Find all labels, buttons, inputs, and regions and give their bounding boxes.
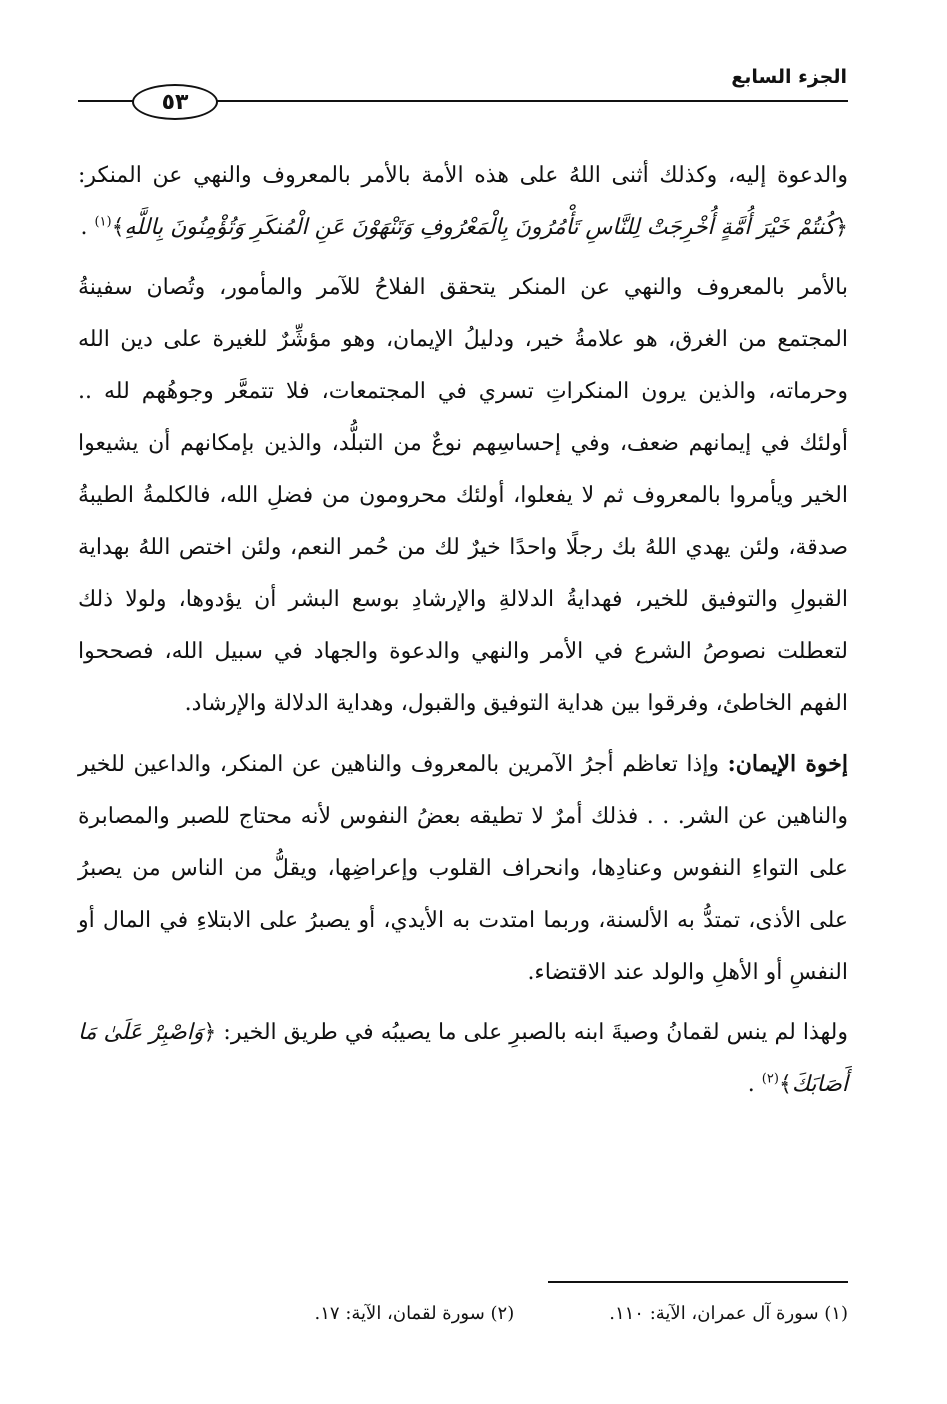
quran-verse-2: وَاصْبِرْ عَلَىٰ مَا أَصَابَكَ (78, 1020, 848, 1097)
footnote-2: (٢) سورة لقمان، الآية: ١٧. (314, 1303, 515, 1324)
body-text (78, 150, 848, 1111)
paragraph-1-text: والدعوة إليه، وكذلك أثنى اللهُ على هذه الأمة بالأمر بالمعروف والنهي عن المنكر: (78, 163, 848, 188)
paragraph-3 (78, 738, 848, 999)
paragraph-3-lead-in: إخوة الإيمان: (727, 751, 848, 777)
footnote-rule (548, 1281, 848, 1283)
paragraph-1-end: . (80, 215, 95, 240)
paragraph-1 (78, 150, 848, 254)
footnote-ref-2: (٢) (761, 1071, 779, 1087)
paragraph-2: بالأمر بالمعروف والنهي عن المنكر يتحقق الفلاحُ للآمر والمأمور، وتُصان سفينةُ المجتمع من الغرق، هو علامةُ خير، ودليلُ الإيمان، وهو مؤشِّرٌ للغيرة على دين الله وحرماته، والذين يرون المنكراتِ تسري في المجتمعات، فلا تتمعَّر وجوهُهم لله .. أولئك في إيمانهم ضعف، وفي إحساسِهم نوعٌ من التبلُّد، والذين بإمكانهم أن يشيعوا الخير ويأمروا بالمعروف ثم لا يفعلوا، أولئك محرومون من فضلِ الله، فالكلمةُ الطيبةُ صدقة، ولئن يهدي اللهُ بك رجلًا واحدًا خيرٌ لك من حُمر النعم، ولئن اختص اللهُ بهداية القبولِ والتوفيق للخير، فهدايةُ الدلالةِ والإرشادِ بوسع البشر أن يؤدوها، ولولا ذلك لتعطلت نصوصُ الشرع في الأمر والنهي والدعوة والجهاد في سبيل الله، فصححوا الفهم الخاطئ، وفرقوا بين هداية التوفيق والقبول، وهداية الدلالة والإرشاد. (78, 275, 848, 716)
footnote-ref-1: (١) (94, 214, 112, 230)
footnote-1: (١) سورة آل عمران، الآية: ١١٠. (609, 1303, 848, 1324)
verse-open-bracket: ﴿ (835, 215, 848, 240)
paragraph-4-text: ولهذا لم ينس لقمانُ وصيةَ ابنه بالصبرِ على ما يصيبُه في طريق الخير: (216, 1020, 848, 1045)
footnotes (78, 1303, 848, 1324)
page-number: ٥٣ (132, 84, 218, 120)
verse-close-bracket: ﴾ (111, 215, 125, 240)
verse-open-bracket: ﴿ (203, 1020, 217, 1045)
running-title: الجزء السابع (731, 66, 847, 88)
verse-close-bracket: ﴾ (778, 1072, 792, 1097)
paragraph-4-end: . (747, 1072, 762, 1097)
quran-verse-1: كُنتُمْ خَيْرَ أُمَّةٍ أُخْرِجَتْ لِلنَّاسِ تَأْمُرُونَ بِالْمَعْرُوفِ وَتَنْهَوْنَ عَنِ الْمُنكَرِ وَتُؤْمِنُونَ بِاللَّهِ (124, 215, 836, 240)
paragraph-3-text: وإذا تعاظم أجرُ الآمرين بالمعروف والناهين عن المنكر، والداعين للخير والناهين عن الشر. . . فذلك أمرٌ لا تطيقه بعضُ النفوس لأنه محتاج للصبر والمصابرة على التواءِ النفوس وعنادِها، وانحراف القلوب وإعراضِها، ويقلُّ من الناس من يصبرُ على الأذى، تمتدُّ به الألسنة، وربما امتدت به الأيدي، أو يصبرُ على الابتلاءِ في المال أو النفسِ أو الأهلِ والولد عند الاقتضاء. (78, 752, 848, 985)
paragraph-4 (78, 1007, 848, 1111)
